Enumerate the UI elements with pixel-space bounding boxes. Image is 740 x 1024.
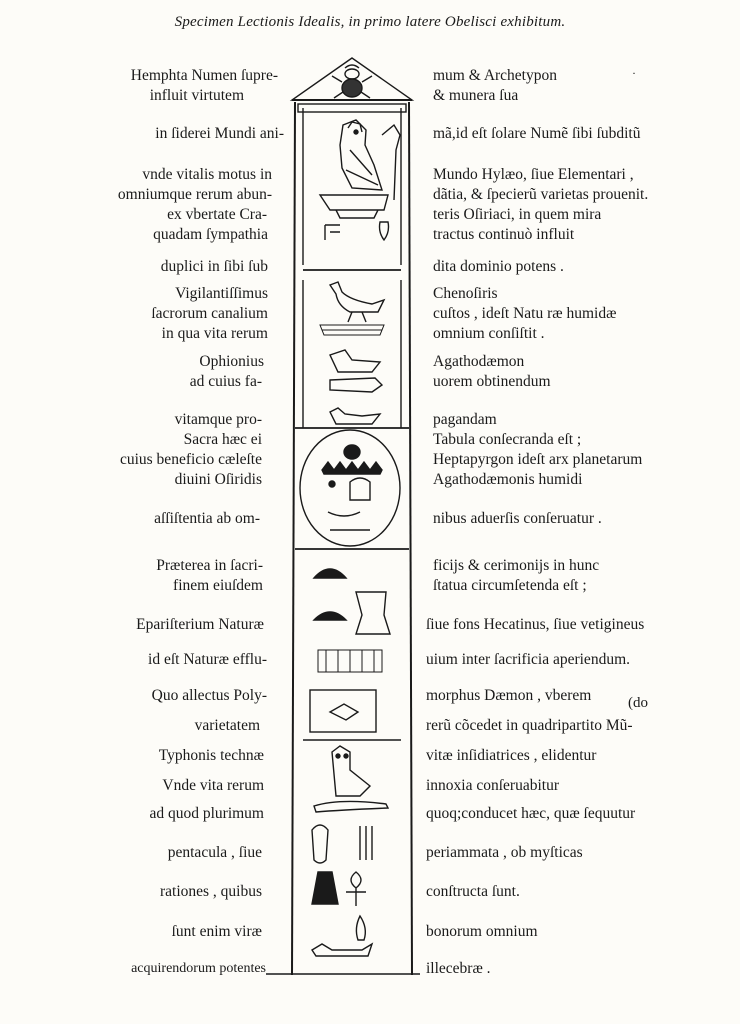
left-text-line: Ophionius: [199, 353, 264, 370]
bird-glyph: [330, 350, 380, 372]
right-text-line: teris Oſiriaci, in quem mira: [433, 206, 602, 223]
right-text-line: conſtructa ſunt.: [426, 883, 520, 900]
left-text-line: Sacra hæc ei: [183, 431, 262, 448]
page-header: Specimen Lectionis Idealis, in primo latere Obelisci exhibitum.: [174, 14, 566, 30]
right-text-line: Agathodæmonis humidi: [433, 471, 583, 488]
right-text-line: rerũ cõcedet in quadripartito Mũ-: [426, 717, 633, 734]
right-text-line: ſtatua circumſetenda eſt ;: [433, 577, 587, 594]
left-text-line: id eſt Naturæ efflu-: [148, 651, 267, 668]
right-text-line: Mundo Hylæo, ſiue Elementari ,: [433, 166, 634, 183]
right-text-line: cuſtos , ideſt Natu ræ humidæ: [433, 305, 617, 322]
left-text-line: Quo allectus Poly-: [151, 687, 267, 704]
ostrich-feather-glyph: [356, 916, 365, 940]
dome-glyph: [314, 612, 346, 620]
right-text-line: vitæ inſidiatrices , elidentur: [426, 747, 597, 764]
left-text-line: omniumque rerum abun-: [117, 186, 272, 203]
right-text-line: Heptapyrgon ideſt arx planetarum: [433, 451, 643, 468]
right-text-line: Tabula conſecranda eſt ;: [433, 431, 582, 448]
reed-glyph: [325, 225, 340, 240]
left-text-line: vitamque pro-: [174, 411, 262, 428]
right-text-line: Chenoſiris: [433, 285, 498, 302]
left-text-line: Hemphta Numen ſupre-: [130, 67, 278, 84]
right-text-line: pagandam: [433, 411, 497, 428]
left-text-line: vnde vitalis motus in: [142, 166, 272, 183]
dome-glyph: [314, 569, 346, 578]
left-text-line: in qua vita rerum: [161, 325, 268, 342]
right-text-line: dita dominio potens .: [433, 258, 564, 275]
left-text-line: cuius beneficio cæleſte: [119, 451, 262, 468]
left-text-line: ſunt enim viræ: [171, 923, 262, 940]
left-text-line: ad cuius fa-: [189, 373, 262, 390]
goose-glyph: [330, 282, 384, 322]
left-text-line: varietatem: [194, 717, 260, 734]
owl-glyph: [332, 746, 370, 796]
left-text-line: finem eiuſdem: [173, 577, 263, 594]
right-text-line: Agathodæmon: [433, 353, 525, 370]
left-text-line: Epariſterium Naturæ: [136, 616, 264, 633]
jar-glyph: [312, 825, 328, 863]
left-text-line: in ſiderei Mundi ani-: [155, 125, 284, 142]
ankh-glyph: [346, 872, 366, 906]
right-text-line: uium inter ſacrificia aperiendum.: [426, 651, 630, 668]
corner-mark: ·: [632, 66, 636, 80]
right-text-line: mum & Archetypon: [433, 67, 557, 84]
right-text-line: ficijs & cerimonijs in hunc: [433, 557, 600, 574]
pyramid-glyph: [312, 872, 338, 904]
fingers-glyph: [360, 826, 372, 860]
right-text-line: omnium conſiſtit .: [433, 325, 545, 342]
left-text-line: ad quod plurimum: [149, 805, 264, 822]
right-text-line: nibus aduerſis conſeruatur .: [433, 510, 602, 527]
marginal-note: (do: [628, 695, 648, 711]
hawk-glyph: [340, 120, 382, 190]
right-text-line: & munera ſua: [433, 87, 519, 104]
left-text-line: Typhonis technæ: [158, 747, 264, 764]
right-text-line: uorem obtinendum: [433, 373, 551, 390]
water-glyph: [320, 325, 384, 335]
right-text-line: tractus continuò influit: [433, 226, 575, 243]
cartouche-glyph: [300, 430, 400, 546]
right-text-line: quoq;conducet hæc, quæ ſequutur: [426, 805, 636, 822]
left-text-line: ex vbertate Cra-: [167, 206, 267, 223]
left-text-line: Vigilantiſſimus: [175, 285, 268, 302]
left-text-line: Præterea in ſacri-: [156, 557, 263, 574]
small-bird-glyph: [330, 408, 380, 424]
right-text-line: ſiue fons Hecatinus, ſiue vetigineus: [426, 616, 645, 633]
right-text-line: morphus Dæmon , vberem: [426, 687, 592, 704]
left-text-line: Vnde vita rerum: [162, 777, 264, 794]
comb-glyph: [318, 650, 382, 672]
right-text-line: mã,id eſt ſolare Numẽ ſibi ſubditũ: [433, 125, 641, 142]
left-text-line: aſſiſtentia ab om-: [154, 510, 260, 527]
left-text-line: duplici in ſibi ſub: [160, 258, 268, 275]
left-text-line: pentacula , ſiue: [167, 844, 262, 861]
right-text-line: illecebræ .: [426, 960, 491, 977]
crook-glyph: [382, 125, 400, 200]
bird-tablet-glyph: [310, 690, 376, 732]
left-text-line: diuini Oſiridis: [174, 471, 262, 488]
altar-glyph: [320, 195, 388, 218]
right-text-line: periammata , ob myſticas: [426, 844, 583, 861]
left-text-line: acquirendorum potentes: [131, 961, 266, 976]
right-text-line: dãtia, & ſpecierũ varietas prouenit.: [433, 186, 649, 203]
lotus-glyph: [380, 222, 389, 240]
left-text-line: ſacrorum canalium: [151, 305, 268, 322]
vase-glyph: [356, 592, 390, 634]
right-text-line: innoxia conſeruabitur: [426, 777, 559, 794]
serpent-glyph: [314, 801, 388, 812]
fish-glyph: [330, 378, 382, 392]
left-text-line: influit virtutem: [149, 87, 244, 104]
duck-glyph: [312, 944, 372, 956]
left-text-line: rationes , quibus: [159, 883, 262, 900]
left-text-line: quadam ſympathia: [153, 226, 268, 243]
right-text-line: bonorum omnium: [426, 923, 538, 940]
